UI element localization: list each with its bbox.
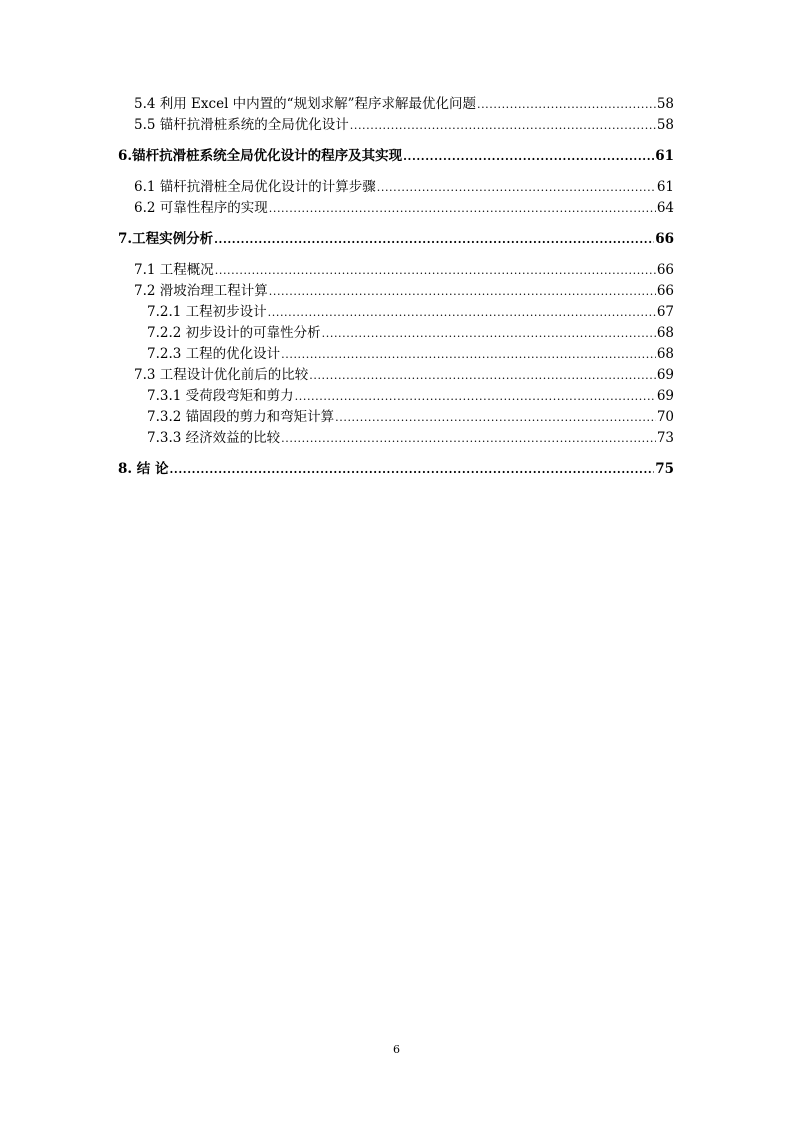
toc-entry-7-2-3[interactable]	[118, 344, 674, 365]
toc-page-number: 61	[655, 148, 674, 164]
toc-entry-5-4[interactable]	[118, 94, 674, 115]
toc-page-number: 66	[655, 231, 674, 247]
toc-page-number: 61	[656, 179, 674, 195]
toc-entry-6-2[interactable]	[118, 198, 674, 219]
toc-page-number: 73	[656, 430, 674, 446]
dot-leader	[309, 365, 656, 386]
toc-title: 7.2 滑坡治理工程计算	[134, 283, 268, 299]
toc-title: 7.2.3 工程的优化设计	[147, 346, 281, 362]
toc-page-number: 75	[655, 461, 674, 477]
dot-leader	[281, 428, 656, 449]
toc-page-number: 67	[656, 304, 674, 320]
toc-page-number: 58	[656, 96, 674, 112]
dot-leader	[269, 281, 656, 302]
toc-page-number: 64	[656, 200, 674, 216]
toc-title: 6.1 锚杆抗滑桩全局优化设计的计算步骤	[134, 179, 376, 195]
toc-page-number: 70	[656, 409, 674, 425]
toc-page-number: 69	[656, 367, 674, 383]
toc-title: 8. 结 论	[118, 461, 169, 477]
toc-title: 7.3.1 受荷段弯矩和剪力	[147, 388, 294, 404]
toc-page-number: 68	[656, 346, 674, 362]
toc-entry-7-3-2[interactable]	[118, 407, 674, 428]
dot-leader	[281, 344, 656, 365]
dot-leader	[268, 302, 656, 323]
page-number-footer: 6	[393, 1043, 400, 1056]
toc-title: 7.2.2 初步设计的可靠性分析	[147, 325, 321, 341]
toc-entry-7-3[interactable]	[118, 365, 674, 386]
toc-title: 7.工程实例分析	[118, 231, 214, 247]
toc-title: 7.3 工程设计优化前后的比较	[134, 367, 309, 383]
toc-entry-7-3-3[interactable]	[118, 428, 674, 449]
dot-leader	[269, 198, 656, 219]
dot-leader	[215, 260, 656, 281]
toc-entry-7-2-1[interactable]	[118, 302, 674, 323]
toc-entry-5-5[interactable]	[118, 115, 674, 136]
toc-entry-7-3-1[interactable]	[118, 386, 674, 407]
toc-entry-chapter-7[interactable]	[118, 229, 674, 250]
toc-page-number: 68	[656, 325, 674, 341]
toc-title: 5.4 利用 Excel 中内置的“规划求解”程序求解最优化问题	[134, 96, 476, 112]
dot-leader	[170, 459, 655, 480]
dot-leader	[377, 177, 656, 198]
dot-leader	[214, 229, 654, 250]
dot-leader	[335, 407, 656, 428]
dot-leader	[350, 115, 656, 136]
toc-title: 6.2 可靠性程序的实现	[134, 200, 268, 216]
toc-page-number: 58	[656, 117, 674, 133]
toc-title: 6.锚杆抗滑桩系统全局优化设计的程序及其实现	[118, 148, 403, 164]
dot-leader	[322, 323, 656, 344]
toc-title: 7.3.3 经济效益的比较	[147, 430, 281, 446]
toc-entry-7-2-2[interactable]	[118, 323, 674, 344]
toc-entry-chapter-6[interactable]	[118, 146, 674, 167]
table-of-contents	[118, 94, 674, 480]
dot-leader	[403, 146, 654, 167]
toc-page-number: 66	[656, 283, 674, 299]
toc-title: 5.5 锚杆抗滑桩系统的全局优化设计	[134, 117, 349, 133]
dot-leader	[295, 386, 656, 407]
toc-page-number: 66	[656, 262, 674, 278]
toc-title: 7.3.2 锚固段的剪力和弯矩计算	[147, 409, 335, 425]
toc-entry-7-2[interactable]	[118, 281, 674, 302]
toc-title: 7.1 工程概况	[134, 262, 214, 278]
toc-entry-chapter-8[interactable]	[118, 459, 674, 480]
dot-leader	[477, 94, 656, 115]
toc-entry-7-1[interactable]	[118, 260, 674, 281]
toc-page-number: 69	[656, 388, 674, 404]
toc-title: 7.2.1 工程初步设计	[147, 304, 267, 320]
toc-entry-6-1[interactable]	[118, 177, 674, 198]
